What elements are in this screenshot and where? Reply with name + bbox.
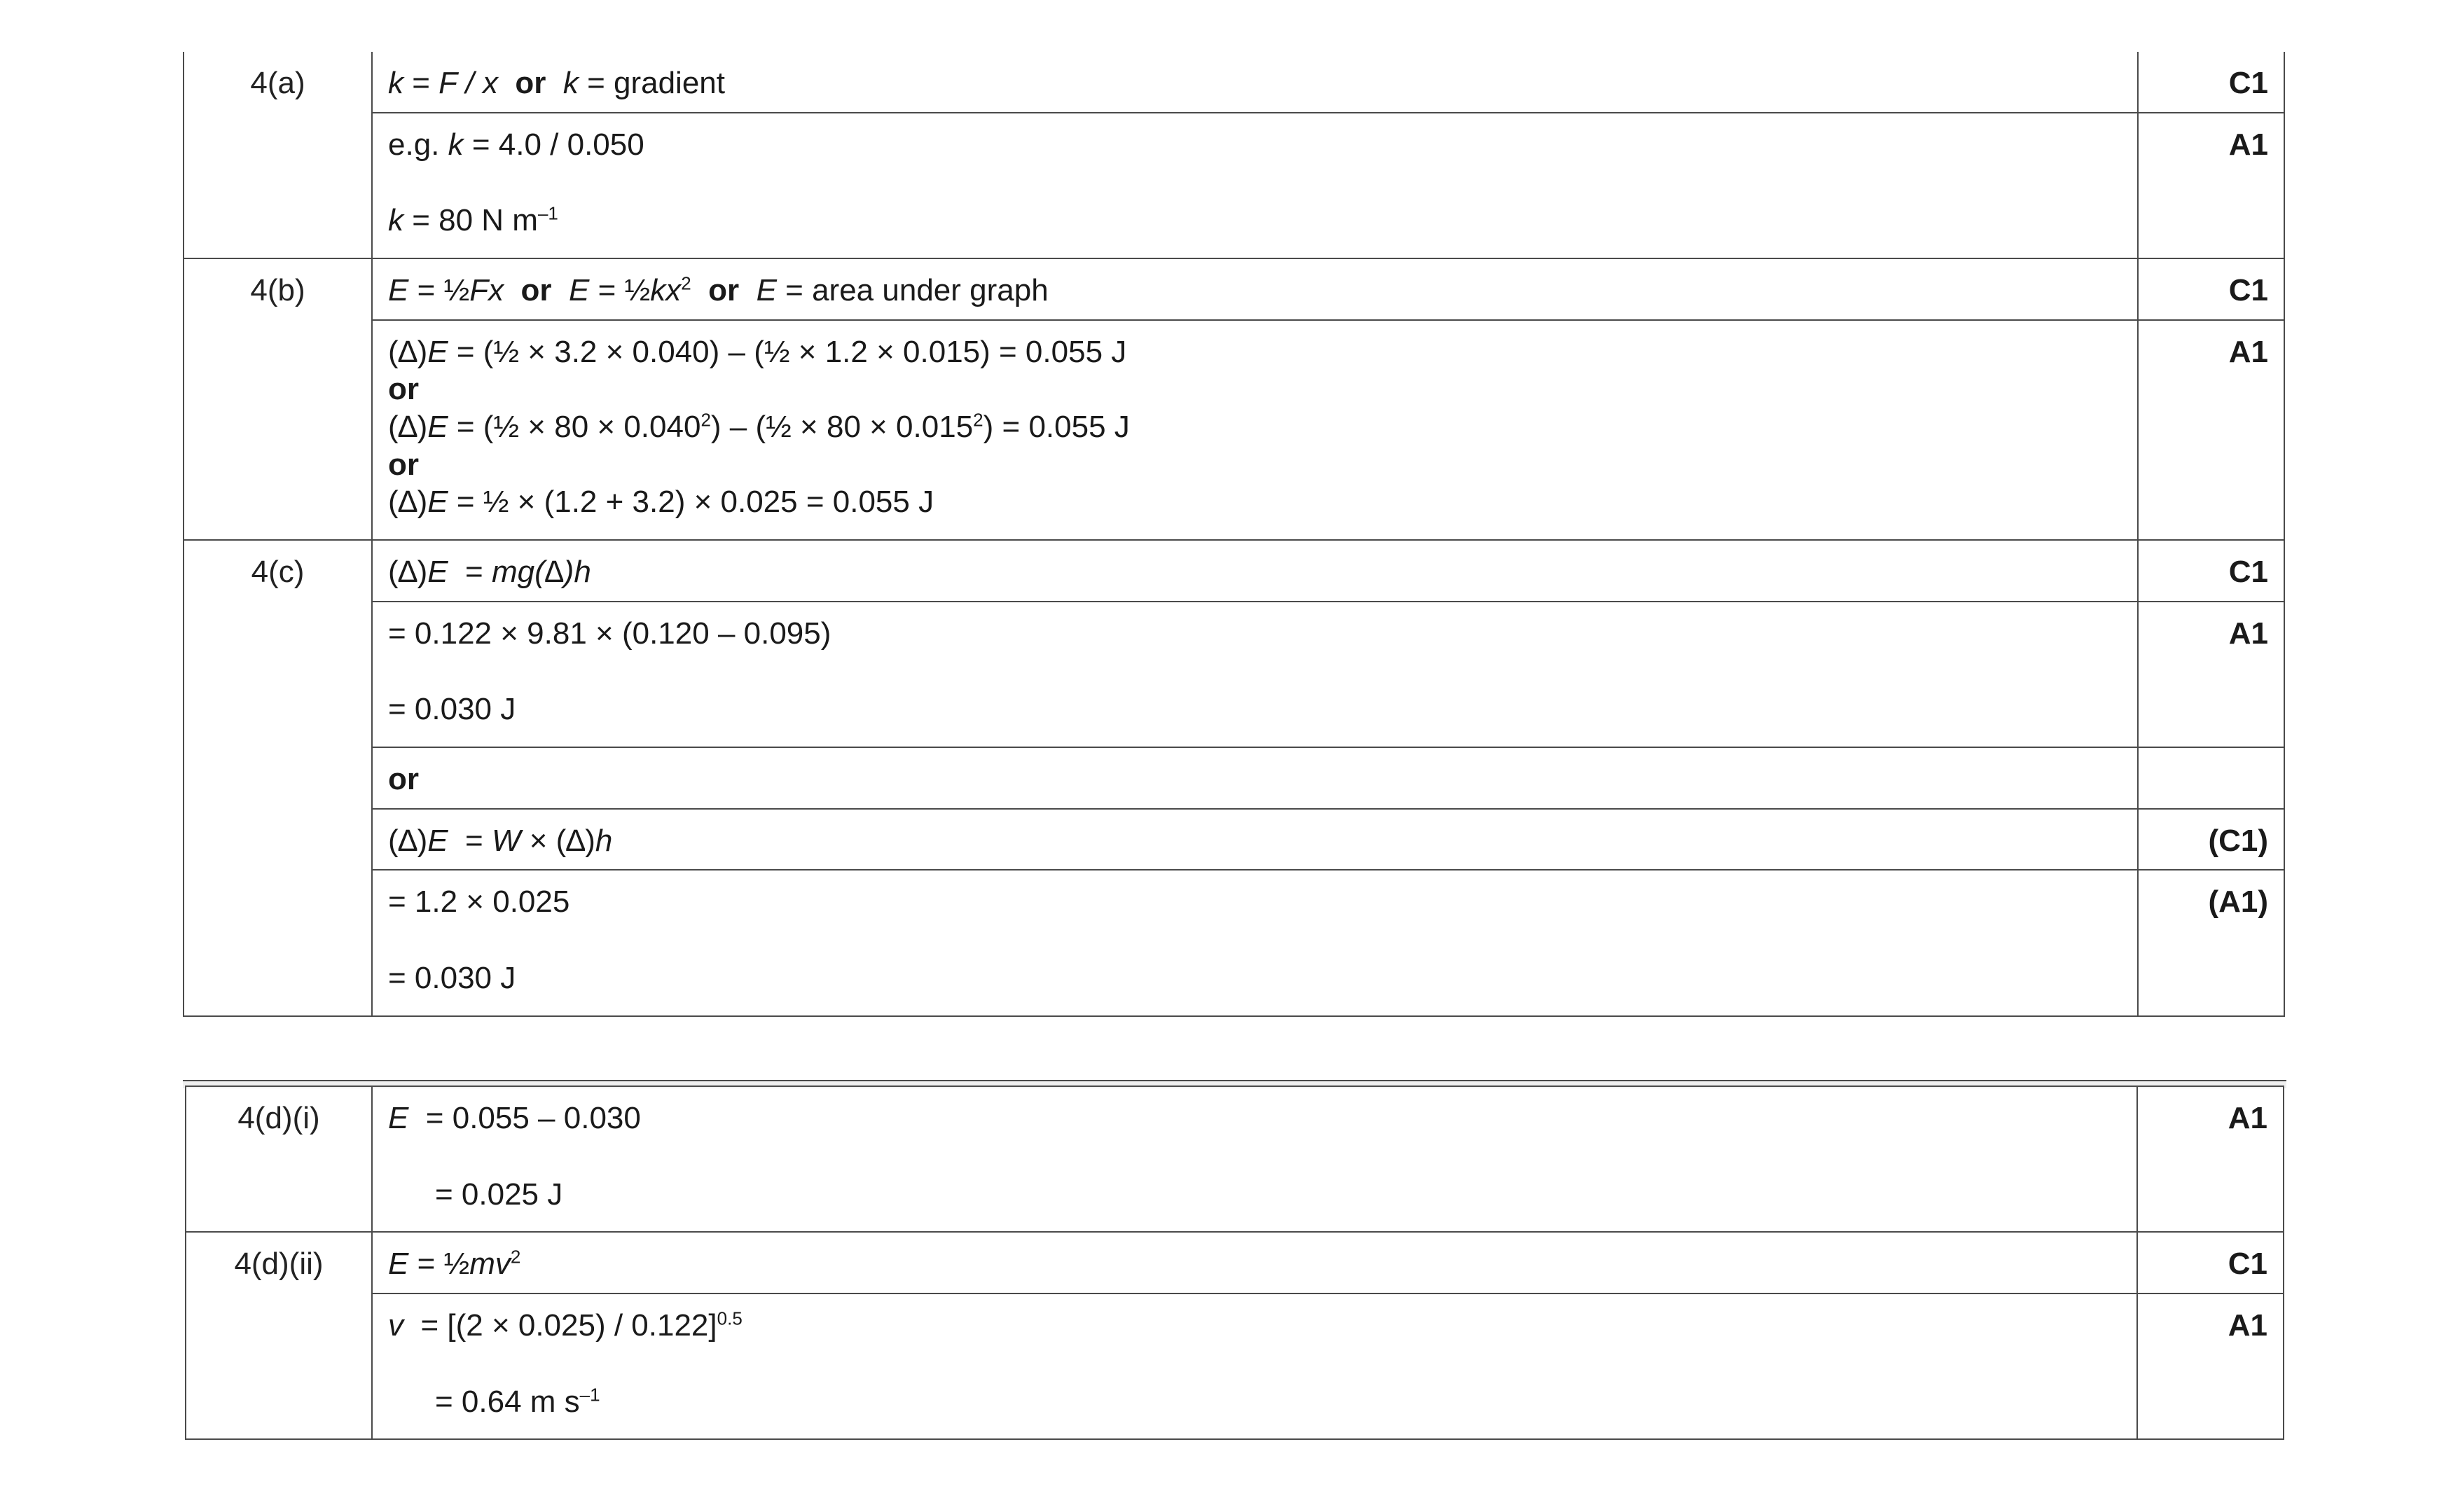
- answer-line: = 0.030 J: [388, 692, 516, 727]
- math-var: F: [439, 66, 457, 100]
- math-var: h: [595, 823, 613, 858]
- answer-cell: [372, 258, 2138, 320]
- table-row: [184, 747, 2284, 809]
- answer-line: = 0.122 × 9.81 × (0.120 – 0.095): [388, 616, 831, 651]
- superscript: 2: [510, 1246, 521, 1268]
- math-var: E: [427, 823, 448, 858]
- math-text: (∆): [388, 334, 428, 369]
- or-keyword: or: [708, 273, 740, 308]
- mark-cell: C1: [2138, 52, 2284, 113]
- mark-cell: (A1): [2138, 870, 2284, 1015]
- math-text: ) = 0.055 J: [983, 410, 1130, 445]
- question-number-4dii: 4(d)(ii): [186, 1232, 372, 1439]
- math-var: E: [388, 1101, 409, 1135]
- answer-line: [388, 333, 2122, 371]
- or-keyword: or: [388, 372, 419, 407]
- math-text: /: [457, 66, 483, 100]
- question-number-4c: 4(c): [184, 540, 372, 1016]
- answer-line: [388, 483, 2122, 521]
- answer-line: [388, 1100, 2121, 1137]
- table-row: [184, 320, 2284, 540]
- math-text: = (½ × 3.2 × 0.040) – (½ × 1.2 × 0.015) = 0.055 J: [448, 334, 1127, 369]
- math-text: = (½ × 80 × 0.040: [448, 410, 701, 445]
- math-var: h: [574, 555, 591, 590]
- math-text: ) – (½ × 80 × 0.015: [710, 410, 974, 445]
- answer-cell: [372, 1293, 2137, 1439]
- table-row: [184, 540, 2284, 602]
- math-text: = ½: [408, 1247, 470, 1282]
- math-var: x: [482, 66, 498, 100]
- answer-line: = 0.025 J: [435, 1177, 563, 1212]
- or-keyword: or: [515, 66, 546, 100]
- answer-cell: [372, 747, 2138, 809]
- question-number-4a: 4(a): [184, 52, 372, 258]
- mark-cell: C1: [2137, 1232, 2284, 1293]
- or-keyword: or: [388, 762, 419, 797]
- question-number-4b: 4(b): [184, 258, 372, 540]
- math-text: =: [448, 823, 492, 858]
- answer-cell: [372, 1232, 2137, 1293]
- math-var: kx: [650, 273, 682, 308]
- math-text: × (∆): [520, 823, 595, 858]
- math-var: k: [448, 127, 464, 162]
- math-var: mg: [491, 555, 535, 590]
- math-var: E: [427, 555, 448, 590]
- math-text: (∆): [388, 823, 428, 858]
- mark-cell: (C1): [2138, 809, 2284, 871]
- math-text: (∆): [534, 555, 574, 590]
- mark-scheme-table-upper: [183, 52, 2285, 1017]
- answer-line: [388, 408, 2122, 446]
- math-var: E: [756, 273, 777, 308]
- math-text: = ½: [589, 273, 651, 308]
- or-keyword: or: [388, 447, 419, 482]
- table-row: [184, 602, 2284, 747]
- mark-cell: C1: [2138, 540, 2284, 602]
- answer-line: [388, 202, 2122, 240]
- answer-cell: [372, 52, 2138, 113]
- table-row: [186, 1086, 2284, 1232]
- mark-scheme-table-lower: [185, 1086, 2284, 1440]
- superscript: 2: [681, 272, 691, 294]
- table-row: [184, 52, 2284, 113]
- answer-cell: [372, 320, 2138, 540]
- superscript: –1: [579, 1384, 600, 1406]
- math-var: k: [388, 203, 403, 238]
- mark-cell: A1: [2137, 1293, 2284, 1439]
- math-text: =: [403, 66, 439, 100]
- answer-line: = 1.2 × 0.025: [388, 885, 570, 920]
- superscript: –1: [537, 202, 558, 224]
- math-text: = gradient: [578, 66, 725, 100]
- table-row: [186, 1232, 2284, 1293]
- math-text: = area under graph: [776, 273, 1049, 308]
- answer-cell: [372, 602, 2138, 747]
- mark-cell: C1: [2138, 258, 2284, 320]
- table-row: [184, 870, 2284, 1015]
- math-var: mv: [469, 1247, 511, 1282]
- math-text: = 0.055 – 0.030: [408, 1101, 641, 1135]
- answer-line: [388, 1383, 2121, 1421]
- math-text: = 0.64 m s: [435, 1384, 580, 1419]
- math-text: =: [448, 555, 492, 590]
- math-text: = ½ × (1.2 + 3.2) × 0.025 = 0.055 J: [448, 485, 934, 520]
- superscript: 2: [700, 409, 711, 431]
- answer-cell: [372, 809, 2138, 871]
- table-row: [184, 113, 2284, 258]
- table-row: [184, 809, 2284, 871]
- mark-cell: [2138, 747, 2284, 809]
- math-var: E: [427, 334, 448, 369]
- table-row: [186, 1293, 2284, 1439]
- answer-cell: [372, 1086, 2137, 1232]
- math-var: W: [491, 823, 521, 858]
- math-text: (∆): [388, 485, 428, 520]
- superscript: 0.5: [717, 1308, 743, 1329]
- mark-cell: A1: [2137, 1086, 2284, 1232]
- table-row: [184, 258, 2284, 320]
- math-var: k: [562, 66, 579, 100]
- math-var: v: [388, 1308, 403, 1343]
- answer-line: [388, 126, 2122, 164]
- math-text: = ½: [408, 273, 470, 308]
- math-var: E: [569, 273, 590, 308]
- mark-cell: A1: [2138, 602, 2284, 747]
- math-var: E: [427, 485, 448, 520]
- math-var: E: [427, 410, 448, 445]
- mark-cell: A1: [2138, 113, 2284, 258]
- math-text: e.g.: [388, 127, 448, 162]
- math-var: Fx: [469, 273, 504, 308]
- answer-line: [388, 1307, 2121, 1345]
- answer-cell: [372, 113, 2138, 258]
- question-number-4di: 4(d)(i): [186, 1086, 372, 1232]
- superscript: 2: [973, 409, 983, 431]
- answer-line: = 0.030 J: [388, 961, 516, 996]
- math-text: = 4.0 / 0.050: [463, 127, 644, 162]
- math-var: E: [388, 273, 409, 308]
- or-keyword: or: [520, 273, 552, 308]
- math-text: (∆): [388, 410, 428, 445]
- math-text: = [(2 × 0.025) / 0.122]: [403, 1308, 717, 1343]
- math-text: (∆): [388, 555, 428, 590]
- math-text: = 80 N m: [403, 203, 538, 238]
- mark-cell: A1: [2138, 320, 2284, 540]
- answer-cell: [372, 870, 2138, 1015]
- math-var: E: [388, 1247, 409, 1282]
- math-var: k: [388, 66, 403, 100]
- answer-cell: [372, 540, 2138, 602]
